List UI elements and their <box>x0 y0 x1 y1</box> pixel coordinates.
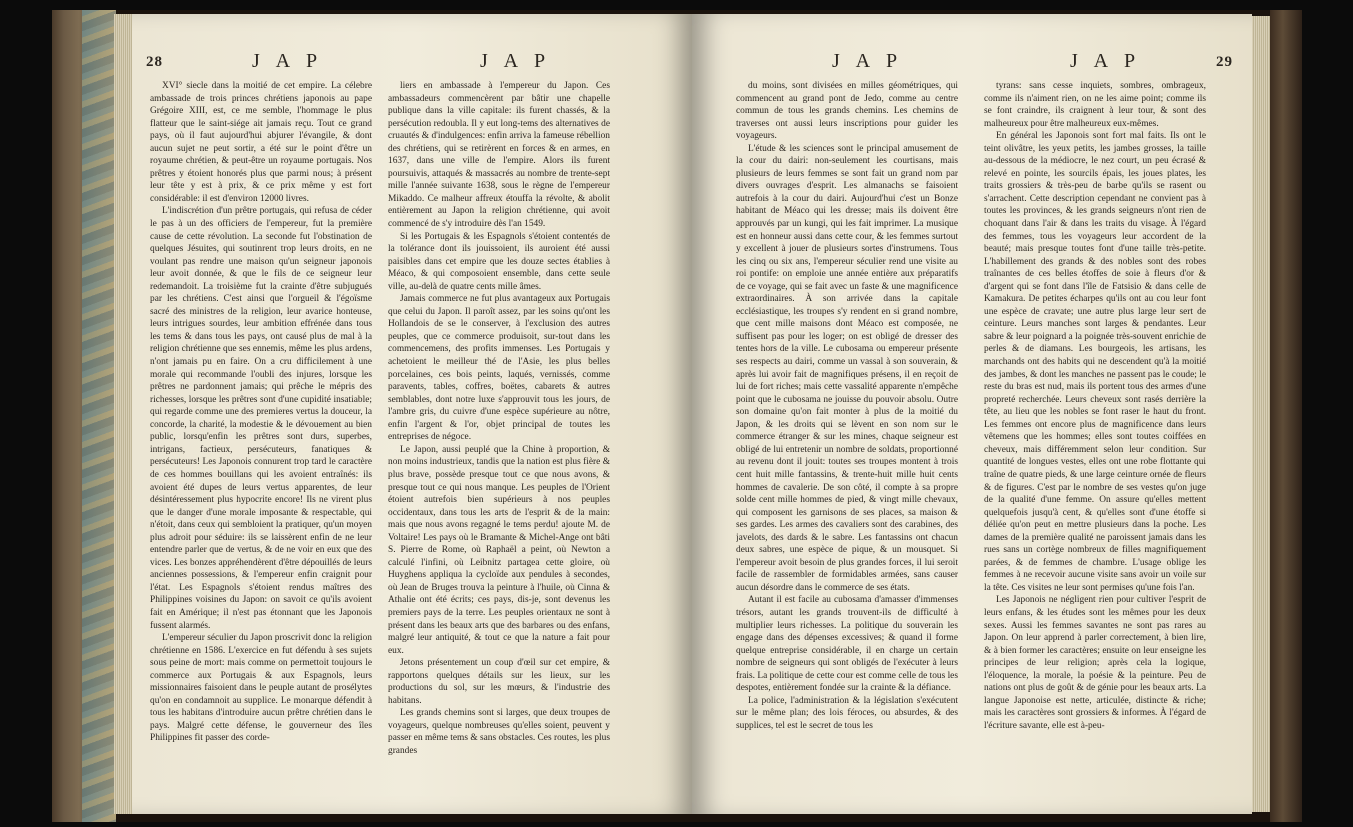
paragraph: Les Japonois ne négligent rien pour cultiver l'esprit de leurs enfans, & les études sont les mêmes pour les deux sexes. Aussi les femmes savantes ne sont pas rares au Japon. On leur apprend à parler correctement, à bien lire, & à bien former les caractères; ensuite on leur enseigne les principes de leur religion; après cela la logique, l'éloquence, la morale, la poésie & la peinture. Peu de nations ont plus de goût & de génie pour les beaux arts. La langue Japonoise est nette, articulée, distincte & riche; mais les caractères sont grossiers & informes. À l'égard de l'écriture savante, elle est à-peu- <box>984 595 1206 731</box>
book-cover-right <box>1270 10 1302 822</box>
right-page <box>692 14 1252 814</box>
left-page <box>132 14 692 814</box>
right-page-header <box>692 50 1252 74</box>
right-running-head-2: J A P <box>1070 50 1142 72</box>
paragraph: En général les Japonois sont fort mal faits. Ils ont le teint olivâtre, les yeux petits, les jambes grosses, la taille au-dessous de la médiocre, le nez court, un peu écrasé & relevé en pointe, les sourcils épais, les joues plates, les traits grossiers & très-peu de barbe qu'ils se rasent ou s'arrachent. Cette description cependant ne convient pas à toutes les provinces, & les grands seigneurs n'ont rien de choquant dans l'air & dans les traits du visage. À l'égard des femmes, tous les voyageurs leur accordent de la beauté; mais presque toutes font d'une taille très-petite. L'habillement des grands & des nobles sont des robes traînantes de ces belles étoffes de soie à fleurs d'or & d'argent qui se font dans l'île de Fatsisio & dans celle de Kamakura. De petites écharpes qu'ils ont au cou leur font une espèce de cravate; une autre plus large leur sert de ceinture. Leurs manches sont larges & pendantes. Leur sabre & leur poignard a la poignée très-souvent enrichie de perles & de diamans. Les bourgeois, les artisans, les marchands ont des habits qui ne descendent qu'à la moitié des jambes, & dont les manches ne passent pas le coude; le reste du bras est nud, mais ils portent tous des armes d'une propreté recherchée. Leurs cheveux sont rasés derrière la tête, au lieu que les nobles se font raser le haut du front. Les femmes ont encore plus de magnificence dans leurs vêtemens que les hommes; elles sont toutes coiffées en cheveux, mais différemment selon leur condition. Sur quantité de longues vestes, elles ont une robe flottante qui traîne de quatre pieds, & une large ceinture ornée de fleurs & de figures. C'est par le nombre de ses vestes qu'on juge de la qualité d'une femme. On assure qu'elles mettent quelquefois jusqu'à cent, & qu'elles sont d'une étoffe si déliée qu'on peut en mettre plusieurs dans la poche. Les dames de la première qualité ne paroissent jamais dans les rues sans un cortège nombreux de filles magnifiquement parées, & de femmes de chambre. L'usage oblige les femmes à ne recevoir aucune visite sans avoir un voile sur la tête. Ces visites ne leur sont permises qu'une fois l'an. <box>984 131 1206 593</box>
paragraph: L'indiscrétion d'un prêtre portugais, qui refusa de céder le pas à un des officiers de l'empereur, fut la première cause de cette révolution. La seconde fut l'obstination de quelques Jésuites, qui soutinrent trop leurs droits, en ne voulant pas rendre une maison qu'un seigneur japonois leur avoit donnée, & que le fils de ce seigneur leur redemandoit. La troisième fut la crainte d'être subjugués par les chrétiens. C'est ainsi que l'orgueil & l'égoïsme sacré des ministres de la religion, leur avarice honteuse, leurs intrigues sourdes, leur ambition effrénée dans tous les tems & dans tous les pays, ont causé plus de mal à la religion chrétienne que ses ennemis, même les plus ardens, n'ont jamais pu en faire. On a cru difficilement à une morale qui recommande l'oubli des injures, lorsque les prêtres ne pardonnent jamais; qui prêche le mépris des richesses, lorsque les prêtres sont d'une cupidité insatiable; qui regarde comme une des premieres vertus la douceur, la concorde, la charité, la modestie & le dévouement au bien public, lorsqu'enfin les prêtres sont durs, superbes, intrigans, factieux, persécuteurs, fanatiques & persécuteurs! Les Japonois connurent trop tard le caractère de ces hommes bouillans qui les avoient entraînés: ils avoient été dupes de leurs vertus apparentes, de leur désintéressement plus hypocrite encore! Ils ne virent plus que le danger d'une morale imposante & respectable, qui n'étoit, dans ceux qui sembloient la pratiquer, qu'un moyen plus adroit pour séduire: ils se laissèrent enfin de ne leur entendre parler que de vertus, & de ne voir en eux que des vices. Les bonzes appréhendèrent d'être dépouillés de leurs anciennes possessions, & l'empereur enfin craignit pour l'état. Les Espagnols s'étoient rendus maîtres des Philippines voisines du Japon: on savoit ce qu'ils avoient fait en Amérique; il n'est pas étonnant que les Japonois fussent alarmés. <box>150 206 372 631</box>
right-running-head-1: J A P <box>832 50 904 72</box>
marbled-edge <box>82 10 116 822</box>
paragraph: La police, l'administration & la législation s'exécutent sur le même plan; des lois féroces, ou absurdes, & des supplices, tel est le secret de tous les <box>736 695 958 731</box>
paragraph: Les grands chemins sont si larges, que deux troupes de voyageurs, quelque nombreuses qu'elles soient, peuvent y passer en même tems & sans obstacles. Ces routes, les plus grandes <box>388 708 610 756</box>
paragraph: Le Japon, aussi peuplé que la Chine à proportion, & non moins industrieux, tandis que la nation est plus fière & plus brave, possède presque tout ce que nous avons, & presque tout ce qui nous manque. Les peuples de l'Orient étoient autrefois bien supérieurs à nos peuples occidentaux, dans tous les arts de l'esprit & de la main: mais que nous avons regagné le tems perdu! ajoute M. de Voltaire! Les pays où le Bramante & Michel-Ange ont bâti S. Pierre de Rome, où Raphaël a peint, où Newton a calculé l'infini, où Leibnitz partagea cette gloire, où Huyghens appliqua la cycloïde aux pendules à secondes, où Jean de Bruges trouva la peinture à l'huile, où Cinna & Athalie ont été écrits; ces pays, dis-je, sont devenus les premiers pays de la terre. Les peuples orientaux ne sont à présent dans les beaux arts que des barbares ou des enfans, malgré leur antiquité, & tout ce que la nature a fait pour eux. <box>388 444 610 656</box>
left-running-head-2: J A P <box>480 50 552 72</box>
left-page-header <box>132 50 692 74</box>
paragraph: L'étude & les sciences sont le principal amusement de la cour du dairi: non-seulement les courtisans, mais plusieurs de leurs femmes se sont fait un grand nom par divers ouvrages d'esprit. Les almanachs se faisoient autrefois à la cour du dairi. Aujourd'hui c'est un Bonze habitant de Méaco qui les dresse; mais ils doivent être approuvés par un kungi, qui les fait imprimer. La musique est en honneur aussi dans cette cour, & les femmes surtout y excellent à jouer de plusieurs sortes d'instrumens. Tous les cinq ou six ans, l'empereur séculier rend une visite au roi pontife: on emploie une année entière aux préparatifs de ce voyage, qui se fait avec un faste & une magnificence extraordinaires. À son arrivée dans la capitale ecclésiastique, les troupes s'y rendent en si grand nombre, que cent mille maisons dont Méaco est composée, ne suffisent pas pour les loger; on est obligé de dresser des tentes hors de la ville. Le cubosama ou empereur présente ses respects au dairi, comme un vassal à son souverain, & après lui avoir fait de magnifiques présens, il en reçoit de lui de fort riches; mais cette vassalité apparente n'empêche point que le cubosama ne jouisse du pouvoir absolu. Outre son domaine qu'on fait monter à plus de la moitié du Japon, & les droits qui se lèvent en son nom sur le commerce étranger & sur les mines, chaque seigneur est obligé de lui entretenir un nombre de soldats, proportionné au revenu dont il jouit: toutes ses troupes montent à trois cent huit mille fantassins, & trente-huit mille huit cents hommes de cavalerie. De son côté, il compte à sa propre solde cent mille hommes de pied, & vingt mille chevaux, qui composent les garnisons de ses places, sa maison & ses gardes. Les armes des cavaliers sont des carabines, des javelots, des dards & le sabre. Les fantassins ont chacun deux sabres, une espèce de pique, & un mousquet. Si l'empereur avoit besoin de plus grandes forces, il lui seroit facile de rassembler de formidables armées, sans causer aucun désordre dans le commerce de ses états. <box>736 143 958 593</box>
paragraph: Jamais commerce ne fut plus avantageux aux Portugais que celui du Japon. Il paroît assez, par les soins qu'ont les Hollandois de se le conserver, à l'exclusion des autres peuples, que ce commerce produisoit, sur-tout dans les commencemens, des profits immenses. Les Portugais y achetoient le meilleur thé de l'Asie, les plus belles porcelaines, ces bois peints, laqués, vernissés, comme paravents, tables, coffres, boëtes, cabarets & autres semblables, dont notre luxe s'approuvit tous les jours, de l'ambre gris, du cuivre d'une espèce supérieure au nôtre, enfin l'argent & l'or, objet principal de toutes les entreprises de négoce. <box>388 294 610 443</box>
page-stack-left <box>114 14 132 814</box>
paragraph: Autant il est facile au cubosama d'amasser d'immenses trésors, autant les grands trouvent-ils de difficulté à multiplier leurs richesses. La politique du souverain les engage dans des dépenses excessives; & quand il forme quelque entreprise considérable, il en charge un certain nombre de seigneurs qui sont obligés de l'exécuter à leurs frais. La politique de cette cour est comme celle de tous les despotes, entièrement fondée sur la crainte & la défiance. <box>736 595 958 694</box>
left-page-number: 28 <box>146 54 163 70</box>
paragraph: tyrans: sans cesse inquiets, sombres, ombrageux, comme ils n'aiment rien, on ne les aime point; comme ils se font craindre, ils craignent à leur tour, & sont des malheureux pour être malheureux eux-mêmes. <box>984 81 1206 129</box>
right-page-number: 29 <box>1216 54 1233 70</box>
open-book <box>52 10 1302 822</box>
page-stack-right <box>1252 16 1270 812</box>
paragraph: L'empereur séculier du Japon proscrivit donc la religion chrétienne en 1586. L'exercice en fut défendu à ses sujets sous peine de mort: mais comme on permettoit toujours le commerce aux Portugais & aux Espagnols, leurs missionnaires faisoient dans le peuple autant de prosélytes qu'on en condamnoit au supplice. Le monarque défendit à tous les habitans d'introduire aucun prêtre chrétien dans le pays. Malgré cette défense, le gouverneur des îles Philippines fit passer des corde- <box>150 633 372 744</box>
left-column-2 <box>388 80 610 800</box>
paragraph: Si les Portugais & les Espagnols s'étoient contentés de la tolérance dont ils jouissoient, ils auroient été aussi paisibles dans cet empire que les douze sectes établies à Méaco, & qui composoient ensemble, dans cette seule ville, au-delà de quatre cents mille âmes. <box>388 231 610 292</box>
paragraph: du moins, sont divisées en milles géométriques, qui commencent au grand pont de Jedo, comme au centre commun de tous les grands chemins. Les chemins de traverses ont aussi leurs inscriptions pour guider les voyageurs. <box>736 81 958 142</box>
paragraph: Jetons présentement un coup d'œil sur cet empire, & rapportons quelques détails sur les lieux, sur les productions du sol, sur les mœurs, & l'industrie des habitans. <box>388 658 610 706</box>
right-column-2 <box>984 80 1206 800</box>
paragraph: liers en ambassade à l'empereur du Japon. Ces ambassadeurs commencèrent par bâtir une chapelle publique dans la ville capitale: ils furent chassés, & la persécution redoubla. Il y eut long-tems des alternatives de cruautés & d'indulgences: enfin arriva la fameuse rébellion des chrétiens, qui se retirèrent en forces & en armes, en 1637, dans une ville de l'empire. Alors ils furent poursuivis, attaqués & massacrés au nombre de trente-sept mille l'année suivante 1638, sous le règne de l'empereur Mikaddo. Ce malheur affreux étouffa la révolte, & abolit entièrement au Japon la religion chrétienne, qui avoit commencé de s'y introduire dès l'an 1549. <box>388 81 610 230</box>
paragraph: XVI° siecle dans la moitié de cet empire. La célebre ambassade de trois princes chrétiens japonois au pape Grégoire XIII, est, ce me semble, l'hommage le plus flatteur que le saint-siége ait jamais reçu. Tout ce grand pays, où il faut aujourd'hui abjurer l'évangile, & dont aucun sujet ne peut sortir, a été sur le point d'être un royaume chrétien, & peut-être un royaume portugais. Nos prêtres y étoient honorés plus que parmi nous; à présent leur tête y est à prix, & ce prix même y est fort considérable: il est d'environ 12000 livres. <box>150 81 372 204</box>
left-column-1 <box>150 80 372 800</box>
left-running-head-1: J A P <box>252 50 324 72</box>
right-column-1 <box>736 80 958 800</box>
